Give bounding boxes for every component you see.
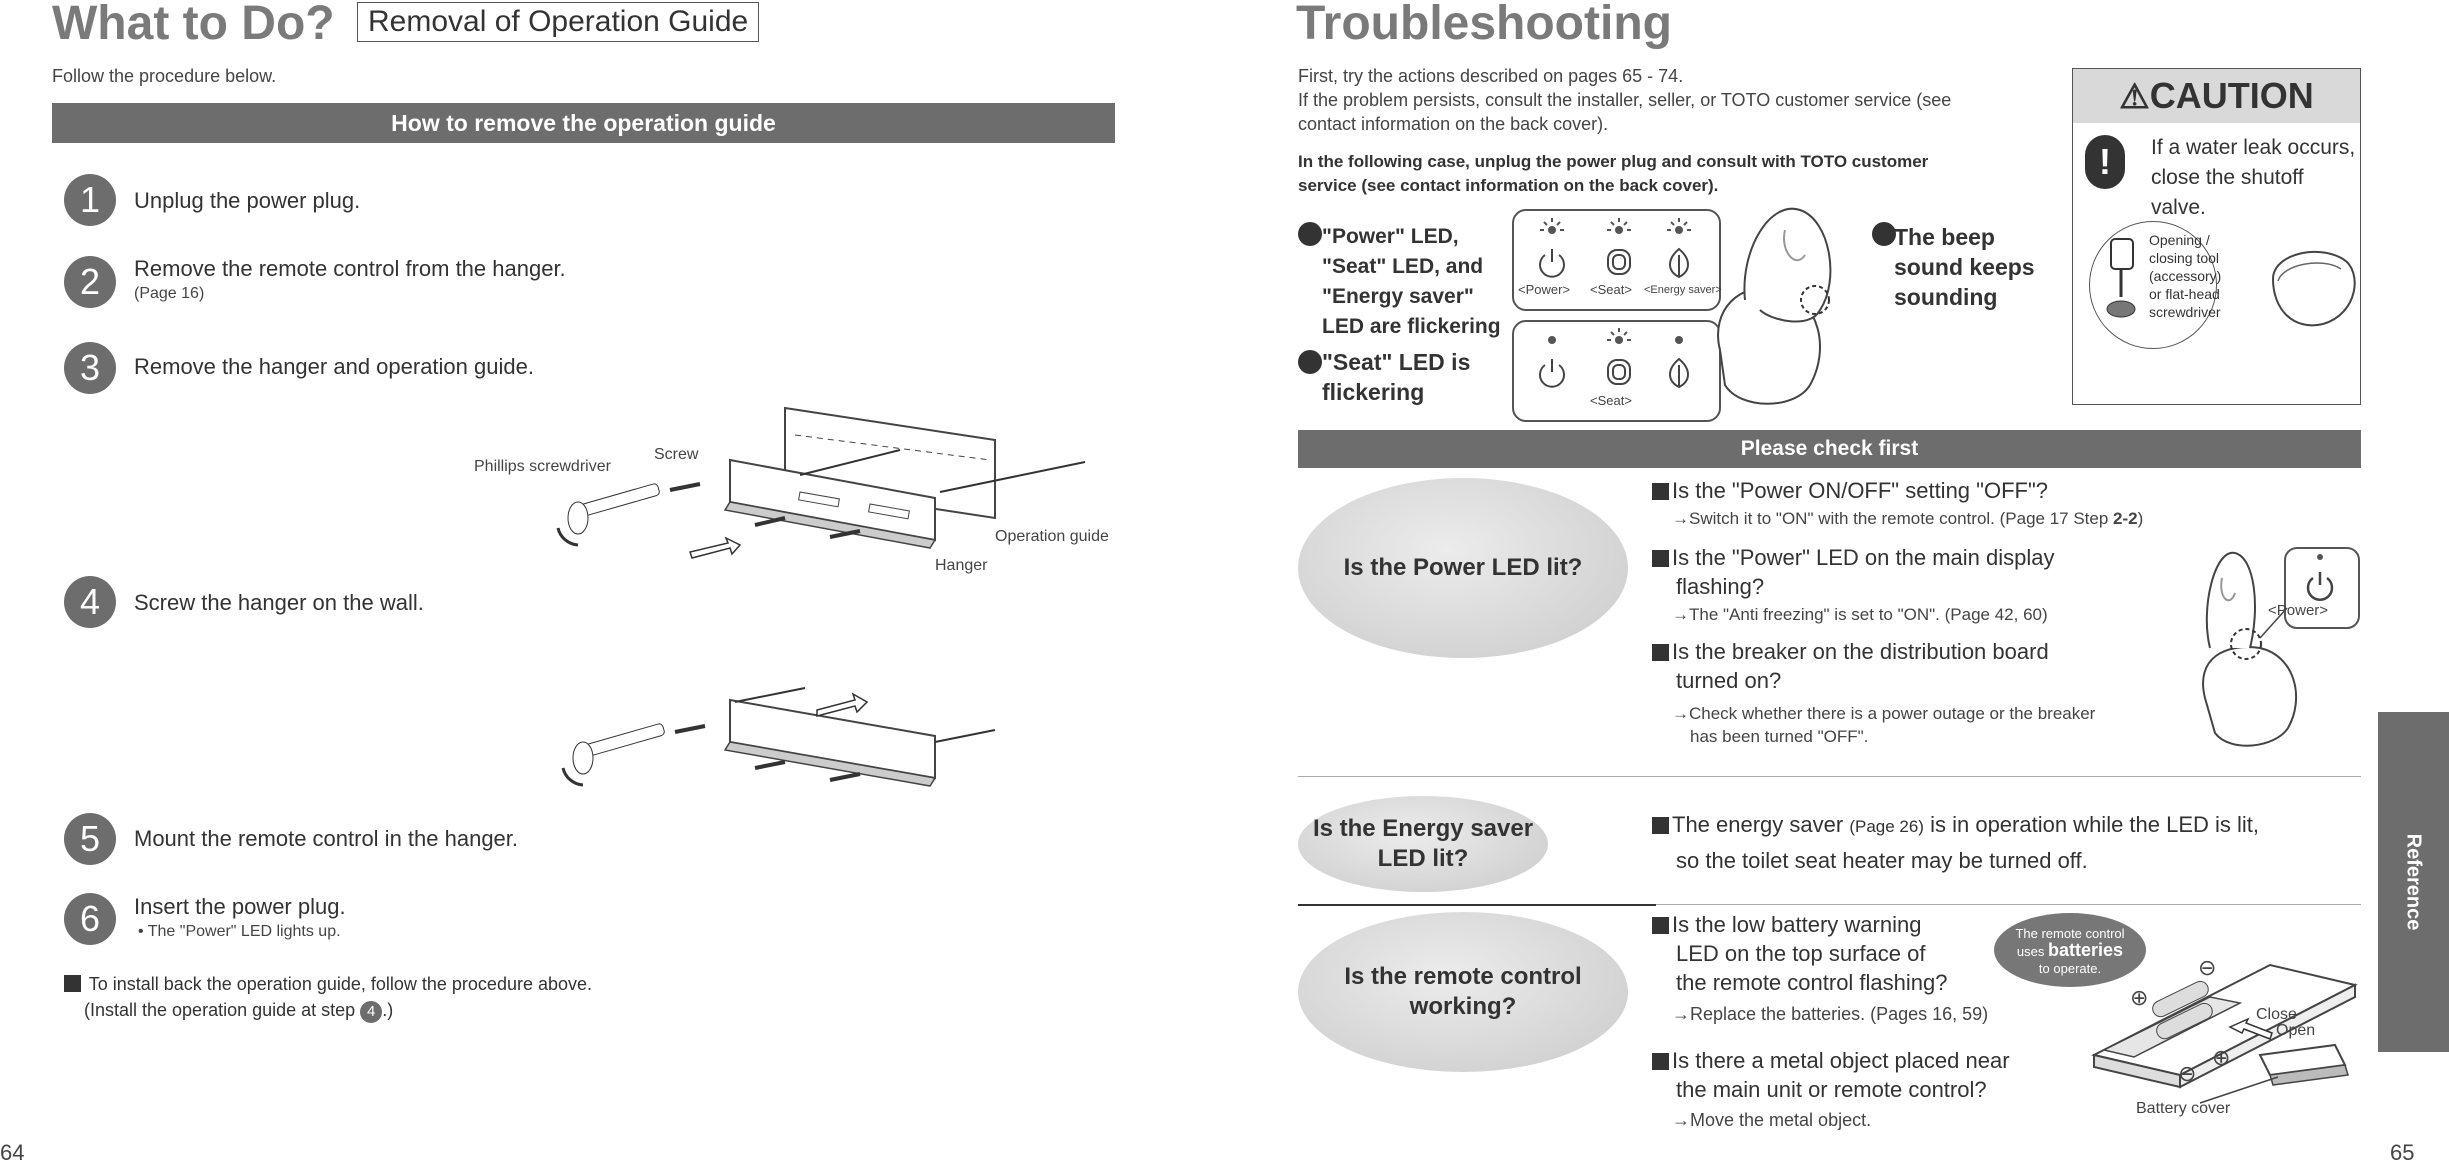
step-ref-badge: 4 [360, 1001, 382, 1023]
check-item [1652, 910, 1948, 997]
answer-text: has been turned "OFF". [1690, 727, 1869, 746]
check-item [1652, 1046, 2010, 1104]
led-label: <Seat> [1590, 393, 1632, 408]
divider [1656, 904, 2361, 905]
step-text: Mount the remote control in the hanger. [134, 826, 519, 851]
toilet-power-illustration [2190, 548, 2360, 758]
tool-line: Opening / [2149, 232, 2210, 248]
page-title: What to Do? [52, 0, 335, 50]
case-line: flickering [1322, 379, 1425, 405]
case-line: "Power" LED, [1322, 225, 1459, 248]
check-answer: →Replace the batteries. (Pages 16, 59) [1672, 1004, 1989, 1024]
check-item [1652, 637, 2049, 695]
intro-text: Follow the procedure below. [52, 66, 277, 86]
check-question: flashing? [1676, 574, 1765, 599]
step-subtext: • The "Power" LED lights up. [138, 923, 341, 940]
step-text: Remove the hanger and operation guide. [134, 354, 534, 379]
question-oval-power: Is the Power LED lit? [1298, 478, 1628, 658]
divider [1298, 776, 2361, 777]
caution-line: close the shutoff valve. [2151, 166, 2304, 219]
energy-saver-note [1652, 810, 2259, 841]
intro-line: First, try the actions described on pages 65 - 74. [1298, 66, 1684, 86]
caution-header [2073, 69, 2360, 123]
step-number: 4 [64, 576, 116, 628]
led-icons [1512, 209, 1717, 419]
power-icon [1540, 359, 1564, 387]
valve-icon [2101, 237, 2151, 337]
square-bullet-icon [64, 975, 81, 992]
case-beep [1894, 222, 2035, 312]
step-number: 5 [64, 813, 116, 865]
install-note-2 [84, 1000, 393, 1023]
answer-text: →Check whether there is a power outage or the breaker [1672, 704, 2096, 723]
question-oval-remote [1298, 912, 1628, 1072]
leaf-icon [1670, 359, 1688, 387]
toilet-illustration [1700, 200, 1840, 420]
oval-line: Is the Energy saver [1312, 815, 1534, 842]
power-label: <Power> [2268, 602, 2329, 619]
led-label: <Seat> [1590, 282, 1632, 297]
led-label: <Power> [1518, 282, 1571, 297]
note-text: is in operation while the LED is lit, [1923, 812, 2260, 837]
led-label: <Energy saver> [1644, 284, 1722, 296]
case-flickering-all [1322, 222, 1501, 342]
section-header: How to remove the operation guide [52, 103, 1115, 143]
tool-label [2149, 231, 2221, 321]
intro-line: If the problem persists, consult the installer, seller, or TOTO customer service (see [1298, 90, 1952, 110]
open-label: Open [2276, 1022, 2316, 1039]
caution-text [2151, 133, 2360, 223]
battery-cover-label: Battery cover [2136, 1100, 2231, 1117]
case-line: The beep [1894, 224, 1995, 250]
note-text: .) [382, 1000, 394, 1020]
figure-label: Phillips screwdriver [474, 458, 611, 475]
check-answer [1672, 702, 2095, 748]
close-label: Close [2256, 1006, 2297, 1023]
case-line: sounding [1894, 284, 1998, 310]
leaf-icon [1670, 249, 1688, 277]
round-bullet-icon [1298, 222, 1322, 246]
hanger-removal-illustration [540, 400, 1140, 590]
case-line: "Seat" LED, and [1322, 255, 1484, 278]
step-text: Unplug the power plug. [134, 188, 361, 213]
power-icon [1540, 249, 1564, 277]
square-bullet-icon [1652, 1053, 1669, 1070]
square-bullet-icon [1652, 817, 1669, 834]
tool-line: screwdriver [2149, 304, 2221, 320]
check-answer: →The "Anti freezing" is set to "ON". (Page 42, 60) [1672, 605, 2048, 624]
answer-text: ) [2137, 509, 2144, 528]
svg-text:⊖: ⊖ [2178, 1061, 2197, 1086]
svg-text:⊖: ⊖ [2198, 955, 2217, 980]
tool-line: (accessory) [2149, 268, 2222, 284]
check-question: Is there a metal object placed near [1672, 1048, 2010, 1073]
check-header: Please check first [1298, 430, 2361, 468]
answer-text: →Switch it to "ON" with the remote control. (Page 17 Step [1672, 509, 2114, 528]
step-number: 2 [64, 256, 116, 308]
check-answer: →Move the metal object. [1672, 1110, 1872, 1130]
svg-text:⊕: ⊕ [2130, 985, 2149, 1010]
check-question: the main unit or remote control? [1676, 1077, 1987, 1102]
step-text: Screw the hanger on the wall. [134, 590, 424, 615]
check-question: the remote control flashing? [1676, 970, 1948, 995]
step-text: Insert the power plug. [134, 894, 346, 919]
step-number: 1 [64, 174, 116, 226]
step-subtext: (Page 16) [134, 285, 205, 302]
svg-text:⊕: ⊕ [2212, 1045, 2231, 1070]
install-note [64, 974, 592, 995]
page-subtitle: Removal of Operation Guide [357, 2, 759, 42]
remote-battery-illustration [2090, 945, 2360, 1120]
question-oval-energy [1298, 796, 1548, 892]
tool-line: closing tool [2149, 250, 2220, 266]
caution-title: CAUTION [2149, 75, 2314, 116]
check-item [1652, 543, 2054, 601]
check-item [1652, 476, 2048, 505]
arrow-icon [690, 538, 740, 558]
check-question: LED on the top surface of [1676, 941, 1926, 966]
divider [1298, 904, 1656, 906]
check-answer [1672, 509, 2143, 529]
seat-icon [1608, 250, 1630, 274]
round-bullet-icon [1298, 350, 1322, 374]
answer-step: 2-2 [2113, 509, 2138, 528]
oval-line: LED lit? [1377, 845, 1469, 872]
round-bullet-icon [1872, 222, 1896, 246]
warning-triangle-icon: ⚠ [2119, 78, 2150, 116]
step-number: 3 [64, 342, 116, 394]
bubble-line: The remote control [2015, 926, 2125, 941]
screwdriver-icon [558, 483, 660, 545]
hanger-mount-illustration [555, 670, 1015, 800]
side-tab[interactable] [2378, 712, 2449, 1052]
square-bullet-icon [1652, 644, 1669, 661]
bubble-emphasis: batteries [2048, 940, 2124, 960]
exclamation-icon: ! [2085, 135, 2125, 189]
tool-line: or flat-head [2149, 286, 2220, 302]
seat-icon [1608, 360, 1630, 384]
page-ref: (Page 26) [1849, 817, 1924, 836]
check-question: Is the breaker on the distribution board [1672, 639, 2049, 664]
page-title: Troubleshooting [1296, 0, 1672, 50]
check-question: Is the "Power ON/OFF" setting "OFF"? [1672, 478, 2048, 503]
square-bullet-icon [1652, 917, 1669, 934]
caution-line: If a water leak occurs, [2151, 136, 2356, 159]
page-number: 64 [0, 1140, 25, 1165]
intro-line: contact information on the back cover). [1298, 114, 1609, 134]
oval-line: Is the remote control [1344, 963, 1582, 990]
caution-box [2072, 68, 2361, 405]
warning-line: service (see contact information on the back cover). [1298, 176, 1719, 195]
square-bullet-icon [1652, 550, 1669, 567]
note-text: The energy saver [1672, 812, 1850, 837]
case-seat-flickering [1322, 347, 1470, 407]
side-tab-label: Reference [2402, 833, 2425, 931]
check-question: turned on? [1676, 668, 1782, 693]
toilet-small-icon [2263, 239, 2363, 349]
check-question: Is the "Power" LED on the main display [1672, 545, 2055, 570]
note-line-1: To install back the operation guide, follow the procedure above. [88, 974, 593, 994]
bubble-line: uses [2016, 944, 2045, 959]
check-question: Is the low battery warning [1672, 912, 1922, 937]
case-line: LED are flickering [1322, 315, 1501, 338]
energy-saver-note-2: so the toilet seat heater may be turned off. [1676, 848, 2088, 873]
note-text: (Install the operation guide at step [84, 1000, 361, 1020]
figure-label: Screw [654, 446, 699, 463]
bubble-line: to operate. [2038, 961, 2102, 976]
figure-label: Operation guide [995, 528, 1109, 545]
step-text: Remove the remote control from the hanger. [134, 256, 566, 281]
case-line: sound keeps [1894, 254, 2035, 280]
case-line: "Energy saver" [1322, 285, 1474, 308]
step-number: 6 [64, 893, 116, 945]
warning-line: In the following case, unplug the power plug and consult with TOTO customer [1298, 152, 1929, 171]
oval-line: working? [1409, 993, 1517, 1020]
page-number: 65 [2390, 1140, 2415, 1165]
figure-label: Hanger [935, 557, 988, 574]
case-line: "Seat" LED is [1322, 349, 1471, 375]
square-bullet-icon [1652, 483, 1669, 500]
